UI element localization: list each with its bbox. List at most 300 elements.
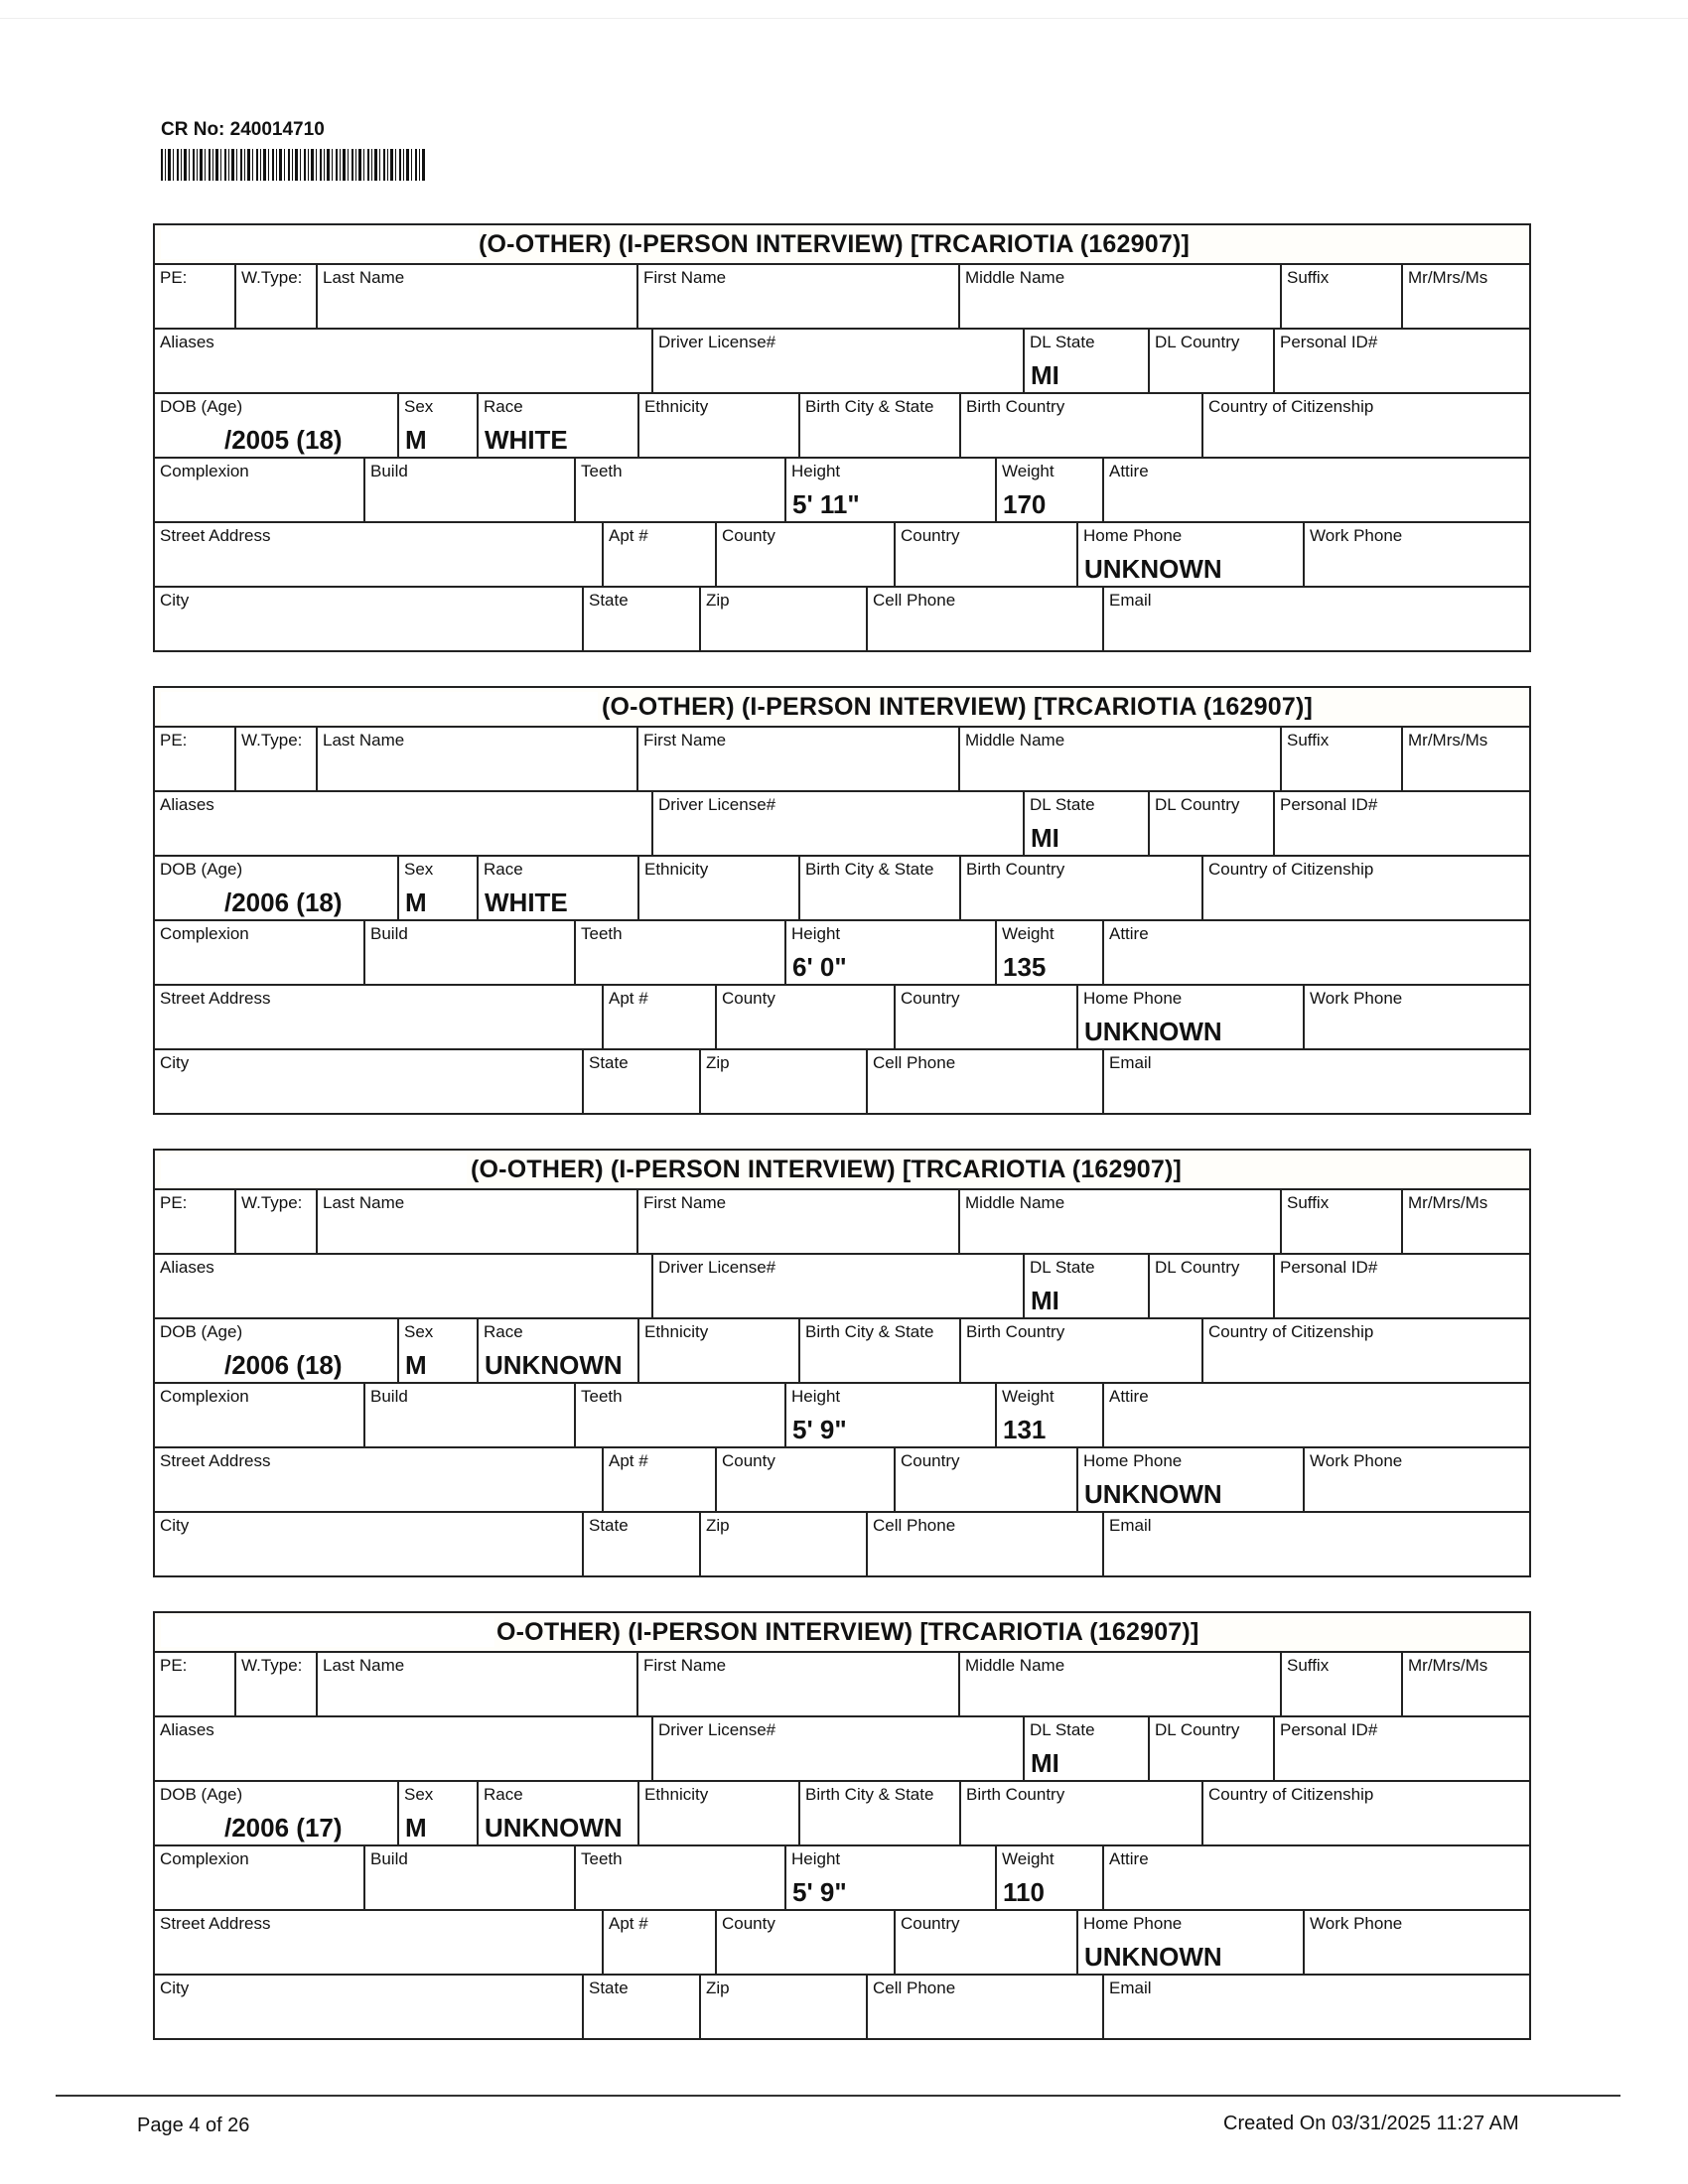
state-label: State xyxy=(589,1053,629,1072)
sex-label: Sex xyxy=(404,1322,434,1341)
sex-field xyxy=(399,857,479,919)
aliases-label: Aliases xyxy=(160,795,214,814)
zip-field xyxy=(701,1976,868,2038)
sex-field xyxy=(399,394,479,457)
suffix-label: Suffix xyxy=(1287,731,1330,750)
birth-country-field xyxy=(961,1782,1203,1844)
county-field xyxy=(717,1448,896,1511)
weight-value: 170 xyxy=(1003,489,1047,519)
city-field xyxy=(155,1976,584,2038)
wtype-field xyxy=(236,1653,318,1715)
dl-country-field xyxy=(1150,792,1275,855)
driver-license-label: Driver License# xyxy=(658,1720,776,1739)
race-field xyxy=(479,1319,639,1382)
work-phone-label: Work Phone xyxy=(1310,526,1403,545)
driver-license-field xyxy=(653,1717,1025,1780)
sex-field xyxy=(399,1319,479,1382)
height-label: Height xyxy=(791,462,841,480)
birth-country-label: Birth Country xyxy=(966,397,1065,416)
personal-id-label: Personal ID# xyxy=(1280,1720,1378,1739)
home-phone-field xyxy=(1078,1911,1305,1974)
license-row xyxy=(155,330,1529,394)
race-field xyxy=(479,1782,639,1844)
apt-field xyxy=(604,1911,717,1974)
ethnicity-field xyxy=(639,394,800,457)
person-record xyxy=(153,686,1531,1115)
title-label: Mr/Mrs/Ms xyxy=(1408,731,1488,750)
complexion-field xyxy=(155,1384,365,1446)
dl-state-value: MI xyxy=(1031,1748,1059,1778)
build-field xyxy=(365,921,576,984)
dl-country-label: DL Country xyxy=(1155,1258,1240,1277)
dl-country-field xyxy=(1150,1255,1275,1317)
cr-number: CR No: 240014710 xyxy=(161,119,325,140)
home-phone-field xyxy=(1078,523,1305,586)
birth-city-label: Birth City & State xyxy=(805,397,934,416)
redacted-name xyxy=(161,1617,494,1647)
personal-id-label: Personal ID# xyxy=(1280,1258,1378,1277)
apt-field xyxy=(604,1448,717,1511)
record-header xyxy=(155,1613,1529,1653)
birth-city-field xyxy=(800,394,961,457)
dob-row xyxy=(155,1319,1529,1384)
suffix-field xyxy=(1282,1190,1403,1253)
race-label: Race xyxy=(484,1322,523,1341)
height-field xyxy=(786,1384,997,1446)
wtype-label: W.Type: xyxy=(241,1656,303,1675)
city-field xyxy=(155,1513,584,1575)
dob-field xyxy=(155,1319,399,1382)
dob-field xyxy=(155,1782,399,1844)
middle-name-field xyxy=(960,265,1282,328)
state-label: State xyxy=(589,1516,629,1535)
aliases-label: Aliases xyxy=(160,1720,214,1739)
address-row xyxy=(155,523,1529,588)
personal-id-label: Personal ID# xyxy=(1280,795,1378,814)
person-record xyxy=(153,1149,1531,1577)
race-label: Race xyxy=(484,860,523,879)
build-label: Build xyxy=(370,1849,408,1868)
dl-state-value: MI xyxy=(1031,823,1059,853)
zip-field xyxy=(701,588,868,650)
teeth-field xyxy=(576,921,786,984)
ethnicity-field xyxy=(639,1319,800,1382)
attire-field xyxy=(1104,1846,1525,1909)
country-field xyxy=(896,986,1078,1048)
citizenship-field xyxy=(1203,1319,1525,1382)
country-label: Country xyxy=(901,1451,960,1470)
dl-state-label: DL State xyxy=(1030,795,1095,814)
complexion-label: Complexion xyxy=(160,1387,249,1406)
first-name-field xyxy=(638,265,960,328)
county-label: County xyxy=(722,526,775,545)
cell-phone-label: Cell Phone xyxy=(873,1053,956,1072)
cell-phone-label: Cell Phone xyxy=(873,1516,956,1535)
dl-state-field xyxy=(1025,792,1150,855)
weight-value: 131 xyxy=(1003,1415,1047,1444)
build-field xyxy=(365,1384,576,1446)
dob-label: DOB (Age) xyxy=(160,1322,243,1341)
complexion-field xyxy=(155,459,365,521)
aliases-field xyxy=(155,792,653,855)
birth-country-label: Birth Country xyxy=(966,1785,1065,1804)
first-name-field xyxy=(638,1190,960,1253)
sex-value: M xyxy=(405,1813,427,1843)
weight-field xyxy=(997,459,1104,521)
dl-country-label: DL Country xyxy=(1155,333,1240,351)
first-name-label: First Name xyxy=(643,1193,727,1212)
height-label: Height xyxy=(791,1387,841,1406)
record-title: (O-OTHER) (I-PERSON INTERVIEW) [TRCARIOTIA (162907)] xyxy=(479,230,1190,258)
state-field xyxy=(584,588,701,650)
city-row xyxy=(155,1050,1529,1113)
street-label: Street Address xyxy=(160,1914,271,1933)
apt-field xyxy=(604,986,717,1048)
sex-value: M xyxy=(405,425,427,455)
height-value: 5' 9" xyxy=(792,1877,847,1907)
work-phone-field xyxy=(1305,523,1525,586)
name-row xyxy=(155,1190,1529,1255)
last-name-label: Last Name xyxy=(323,731,405,750)
name-row xyxy=(155,1653,1529,1717)
build-label: Build xyxy=(370,1387,408,1406)
aliases-label: Aliases xyxy=(160,333,214,351)
race-value: WHITE xyxy=(485,887,568,917)
apt-field xyxy=(604,523,717,586)
pe-label: PE: xyxy=(160,268,188,287)
title-field xyxy=(1403,1653,1525,1715)
last-name-field xyxy=(318,265,638,328)
dl-country-field xyxy=(1150,1717,1275,1780)
first-name-label: First Name xyxy=(643,1656,727,1675)
suffix-label: Suffix xyxy=(1287,1656,1330,1675)
wtype-field xyxy=(236,1190,318,1253)
street-field xyxy=(155,1448,604,1511)
first-name-field xyxy=(638,1653,960,1715)
physical-row xyxy=(155,921,1529,986)
wtype-label: W.Type: xyxy=(241,1193,303,1212)
dob-value: /2006 (18) xyxy=(224,887,343,917)
title-field xyxy=(1403,728,1525,790)
city-label: City xyxy=(160,1516,190,1535)
dob-row xyxy=(155,394,1529,459)
sex-field xyxy=(399,1782,479,1844)
pe-field xyxy=(155,265,236,328)
build-label: Build xyxy=(370,462,408,480)
race-value: UNKNOWN xyxy=(485,1350,623,1380)
birth-city-field xyxy=(800,857,961,919)
state-field xyxy=(584,1513,701,1575)
complexion-field xyxy=(155,1846,365,1909)
build-field xyxy=(365,459,576,521)
race-field xyxy=(479,857,639,919)
wtype-label: W.Type: xyxy=(241,268,303,287)
aliases-field xyxy=(155,1255,653,1317)
county-field xyxy=(717,523,896,586)
personal-id-field xyxy=(1275,792,1525,855)
race-field xyxy=(479,394,639,457)
dl-state-label: DL State xyxy=(1030,1258,1095,1277)
sex-label: Sex xyxy=(404,397,434,416)
driver-license-label: Driver License# xyxy=(658,795,776,814)
citizenship-field xyxy=(1203,1782,1525,1844)
cell-phone-label: Cell Phone xyxy=(873,1979,956,1997)
citizenship-field xyxy=(1203,857,1525,919)
page-number: Page 4 of 26 xyxy=(137,2115,250,2136)
pe-field xyxy=(155,1653,236,1715)
email-label: Email xyxy=(1109,591,1152,610)
dl-state-field xyxy=(1025,330,1150,392)
dob-label: DOB (Age) xyxy=(160,397,243,416)
footer-divider xyxy=(56,2095,1620,2097)
record-header xyxy=(155,688,1529,728)
first-name-label: First Name xyxy=(643,731,727,750)
dl-state-value: MI xyxy=(1031,360,1059,390)
created-timestamp: Created On 03/31/2025 11:27 AM xyxy=(1223,2113,1519,2134)
cell-phone-field xyxy=(868,1513,1104,1575)
street-label: Street Address xyxy=(160,1451,271,1470)
home-phone-value: UNKNOWN xyxy=(1084,554,1222,584)
complexion-label: Complexion xyxy=(160,1849,249,1868)
record-header xyxy=(155,1151,1529,1190)
aliases-label: Aliases xyxy=(160,1258,214,1277)
race-value: UNKNOWN xyxy=(485,1813,623,1843)
dob-row xyxy=(155,1782,1529,1846)
height-label: Height xyxy=(791,924,841,943)
sex-value: M xyxy=(405,1350,427,1380)
record-title: (O-OTHER) (I-PERSON INTERVIEW) [TRCARIOTIA (162907)] xyxy=(471,1156,1182,1183)
address-row xyxy=(155,1911,1529,1976)
city-row xyxy=(155,1513,1529,1575)
record-title: O-OTHER) (I-PERSON INTERVIEW) [TRCARIOTIA (162907)] xyxy=(496,1618,1199,1646)
page-edge xyxy=(0,18,1688,19)
suffix-label: Suffix xyxy=(1287,268,1330,287)
build-field xyxy=(365,1846,576,1909)
work-phone-field xyxy=(1305,1448,1525,1511)
personal-id-field xyxy=(1275,1255,1525,1317)
title-label: Mr/Mrs/Ms xyxy=(1408,1656,1488,1675)
citizenship-label: Country of Citizenship xyxy=(1208,1322,1374,1341)
home-phone-value: UNKNOWN xyxy=(1084,1017,1222,1046)
suffix-field xyxy=(1282,728,1403,790)
weight-label: Weight xyxy=(1002,462,1055,480)
country-label: Country xyxy=(901,989,960,1008)
apt-label: Apt # xyxy=(609,1914,648,1933)
race-value: WHITE xyxy=(485,425,568,455)
citizenship-label: Country of Citizenship xyxy=(1208,1785,1374,1804)
zip-label: Zip xyxy=(706,1053,730,1072)
city-field xyxy=(155,1050,584,1113)
driver-license-label: Driver License# xyxy=(658,1258,776,1277)
birth-country-label: Birth Country xyxy=(966,1322,1065,1341)
suffix-label: Suffix xyxy=(1287,1193,1330,1212)
driver-license-field xyxy=(653,330,1025,392)
attire-label: Attire xyxy=(1109,1387,1149,1406)
middle-name-field xyxy=(960,1653,1282,1715)
dob-row xyxy=(155,857,1529,921)
driver-license-field xyxy=(653,1255,1025,1317)
last-name-label: Last Name xyxy=(323,1656,405,1675)
state-field xyxy=(584,1976,701,2038)
apt-label: Apt # xyxy=(609,1451,648,1470)
email-field xyxy=(1104,1513,1525,1575)
sex-label: Sex xyxy=(404,860,434,879)
pe-label: PE: xyxy=(160,731,188,750)
wtype-field xyxy=(236,728,318,790)
record-header xyxy=(155,225,1529,265)
street-label: Street Address xyxy=(160,989,271,1008)
license-row xyxy=(155,1717,1529,1782)
address-row xyxy=(155,986,1529,1050)
email-field xyxy=(1104,1050,1525,1113)
attire-field xyxy=(1104,1384,1525,1446)
attire-label: Attire xyxy=(1109,462,1149,480)
zip-field xyxy=(701,1050,868,1113)
country-label: Country xyxy=(901,526,960,545)
person-record xyxy=(153,1611,1531,2040)
email-field xyxy=(1104,588,1525,650)
title-field xyxy=(1403,1190,1525,1253)
county-field xyxy=(717,986,896,1048)
last-name-label: Last Name xyxy=(323,1193,405,1212)
city-field xyxy=(155,588,584,650)
cell-phone-label: Cell Phone xyxy=(873,591,956,610)
middle-name-field xyxy=(960,728,1282,790)
dl-country-label: DL Country xyxy=(1155,795,1240,814)
birth-city-field xyxy=(800,1319,961,1382)
dob-field xyxy=(155,857,399,919)
wtype-field xyxy=(236,265,318,328)
country-label: Country xyxy=(901,1914,960,1933)
middle-name-label: Middle Name xyxy=(965,1656,1065,1675)
email-label: Email xyxy=(1109,1516,1152,1535)
teeth-field xyxy=(576,1846,786,1909)
middle-name-label: Middle Name xyxy=(965,1193,1065,1212)
work-phone-label: Work Phone xyxy=(1310,1451,1403,1470)
height-value: 5' 9" xyxy=(792,1415,847,1444)
birth-country-field xyxy=(961,857,1203,919)
aliases-field xyxy=(155,1717,653,1780)
ethnicity-field xyxy=(639,1782,800,1844)
aliases-field xyxy=(155,330,653,392)
birth-city-label: Birth City & State xyxy=(805,1322,934,1341)
physical-row xyxy=(155,1846,1529,1911)
state-label: State xyxy=(589,1979,629,1997)
teeth-label: Teeth xyxy=(581,1849,623,1868)
height-field xyxy=(786,1846,997,1909)
redacted-name xyxy=(161,1155,467,1184)
dob-field xyxy=(155,394,399,457)
title-label: Mr/Mrs/Ms xyxy=(1408,268,1488,287)
personal-id-label: Personal ID# xyxy=(1280,333,1378,351)
last-name-field xyxy=(318,1653,638,1715)
barcode-image xyxy=(161,149,427,181)
physical-row xyxy=(155,1384,1529,1448)
cell-phone-field xyxy=(868,1050,1104,1113)
dl-state-label: DL State xyxy=(1030,1720,1095,1739)
teeth-label: Teeth xyxy=(581,462,623,480)
weight-field xyxy=(997,921,1104,984)
county-field xyxy=(717,1911,896,1974)
driver-license-label: Driver License# xyxy=(658,333,776,351)
email-label: Email xyxy=(1109,1979,1152,1997)
middle-name-label: Middle Name xyxy=(965,731,1065,750)
middle-name-field xyxy=(960,1190,1282,1253)
name-row xyxy=(155,265,1529,330)
work-phone-field xyxy=(1305,986,1525,1048)
zip-label: Zip xyxy=(706,1516,730,1535)
wtype-label: W.Type: xyxy=(241,731,303,750)
city-label: City xyxy=(160,1979,190,1997)
height-value: 5' 11" xyxy=(792,489,860,519)
email-label: Email xyxy=(1109,1053,1152,1072)
city-row xyxy=(155,1976,1529,2038)
dob-label: DOB (Age) xyxy=(160,860,243,879)
home-phone-label: Home Phone xyxy=(1083,989,1183,1008)
home-phone-label: Home Phone xyxy=(1083,526,1183,545)
weight-label: Weight xyxy=(1002,1849,1055,1868)
home-phone-field xyxy=(1078,986,1305,1048)
zip-label: Zip xyxy=(706,1979,730,1997)
street-field xyxy=(155,523,604,586)
race-label: Race xyxy=(484,397,523,416)
last-name-field xyxy=(318,728,638,790)
dl-country-label: DL Country xyxy=(1155,1720,1240,1739)
title-field xyxy=(1403,265,1525,328)
driver-license-field xyxy=(653,792,1025,855)
apt-label: Apt # xyxy=(609,989,648,1008)
pe-field xyxy=(155,1190,236,1253)
person-record xyxy=(153,223,1531,652)
attire-label: Attire xyxy=(1109,924,1149,943)
ethnicity-label: Ethnicity xyxy=(644,860,709,879)
height-field xyxy=(786,459,997,521)
height-field xyxy=(786,921,997,984)
personal-id-field xyxy=(1275,330,1525,392)
citizenship-label: Country of Citizenship xyxy=(1208,860,1374,879)
street-field xyxy=(155,986,604,1048)
name-row xyxy=(155,728,1529,792)
weight-value: 135 xyxy=(1003,952,1047,982)
cell-phone-field xyxy=(868,588,1104,650)
pe-label: PE: xyxy=(160,1193,188,1212)
teeth-label: Teeth xyxy=(581,924,623,943)
zip-field xyxy=(701,1513,868,1575)
county-label: County xyxy=(722,1451,775,1470)
weight-label: Weight xyxy=(1002,1387,1055,1406)
ethnicity-label: Ethnicity xyxy=(644,1322,709,1341)
pe-field xyxy=(155,728,236,790)
country-field xyxy=(896,1911,1078,1974)
dob-value: /2005 (18) xyxy=(224,425,343,455)
birth-city-field xyxy=(800,1782,961,1844)
birth-country-label: Birth Country xyxy=(966,860,1065,879)
home-phone-label: Home Phone xyxy=(1083,1451,1183,1470)
home-phone-label: Home Phone xyxy=(1083,1914,1183,1933)
complexion-label: Complexion xyxy=(160,462,249,480)
home-phone-field xyxy=(1078,1448,1305,1511)
birth-country-field xyxy=(961,1319,1203,1382)
suffix-field xyxy=(1282,1653,1403,1715)
work-phone-field xyxy=(1305,1911,1525,1974)
teeth-field xyxy=(576,459,786,521)
country-field xyxy=(896,523,1078,586)
address-row xyxy=(155,1448,1529,1513)
city-row xyxy=(155,588,1529,650)
record-title: (O-OTHER) (I-PERSON INTERVIEW) [TRCARIOTIA (162907)] xyxy=(602,693,1313,721)
sex-label: Sex xyxy=(404,1785,434,1804)
birth-country-field xyxy=(961,394,1203,457)
